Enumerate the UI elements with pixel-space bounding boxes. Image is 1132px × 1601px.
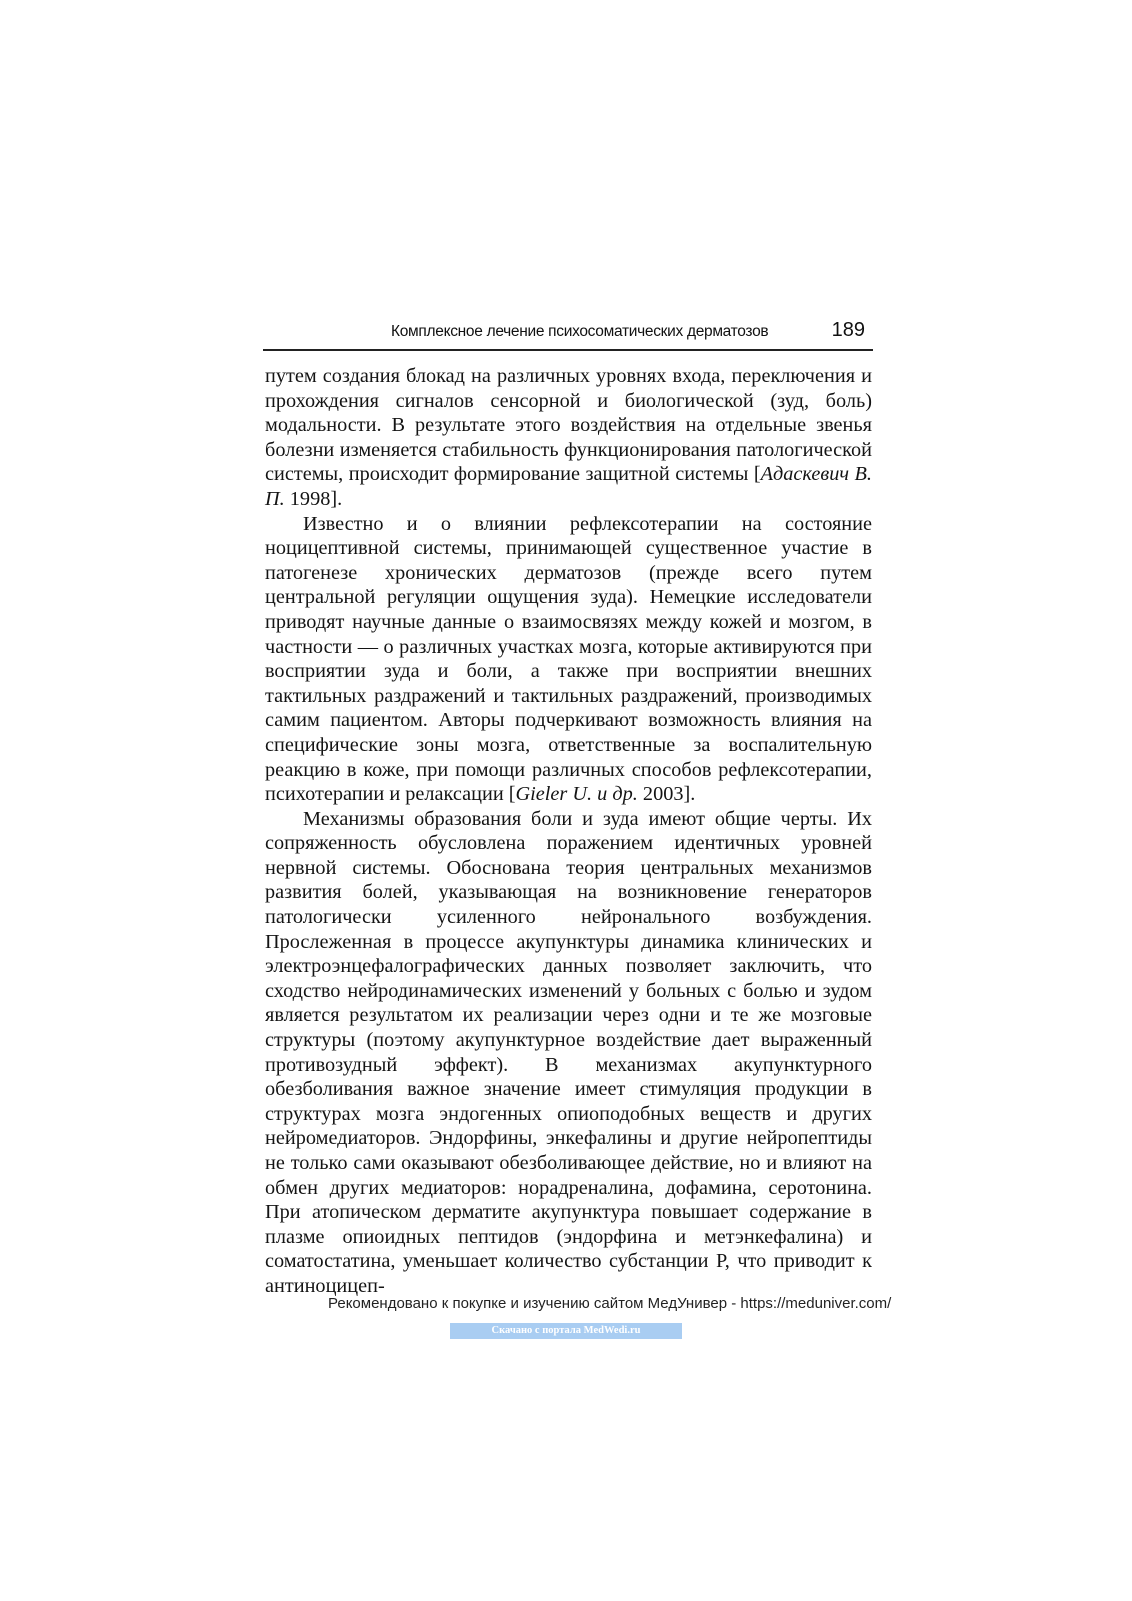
running-title: Комплексное лечение психосоматических дерматозов [391,323,769,340]
citation-year: 1998]. [284,487,343,510]
running-header [263,319,873,351]
citation: Gieler U. и др. [515,783,638,806]
paragraph-3 [265,807,872,1299]
paragraph-2 [265,512,872,807]
paragraph-text: Механизмы образования боли и зуда имеют общие черты. Их сопряженность обусловлена поражением идентичных уровней нервной системы. Обоснована теория центральных механизмов развития болей, указывающая на возникновение генераторов патологически усиленного нейронального возбуждения. Прослеженная в процессе акупунктуры динамика клинических и электроэнцефалографических данных позволяет заключить, что сходство нейродинамических изменений у больных с болью и зудом является результатом их реализации через одни и те же мозговые структуры (поэтому акупунктурное воздействие дает выраженный противозудный эффект). В механизмах акупунктурного обезболивания важное значение имеет стимуляция продукции в структурах мозга эндогенных опиоподобных веществ и других нейромедиаторов. Эндорфины, энкефалины и другие нейропептиды не только сами оказывают обезболивающее действие, но и влияют на обмен других медиаторов: норадреналина, дофамина, серотонина. При атопическом дерматите акупунктура повышает содержание в плазме опиоидных пептидов (эндорфина и метэнкефалина) и соматостатина, уменьшает количество субстанции Р, что приводит к антиноцицеп- [265,807,872,1297]
citation-year: 2003]. [637,783,696,806]
page-number: 189 [831,319,865,341]
body-text [265,364,872,1299]
download-banner[interactable]: Скачано с портала MedWedi.ru [450,1323,682,1339]
paragraph-text: Известно и о влиянии рефлексотерапии на состояние ноцицептивной системы, принимающей существенное участие в патогенезе хронических дерматозов (прежде всего путем центральной регуляции ощущения зуда). Немецкие исследователи приводят научные данные о взаимосвязях между кожей и мозгом, в частности — о различных участках мозга, которые активируются при восприятии зуда и боли, а также при восприятии внешних тактильных раздражений и тактильных раздражений, производимых самим пациентом. Авторы подчеркивают возможность влияния на специфические зоны мозга, ответственные за воспалительную реакцию в коже, при помощи различных способов рефлексотерапии, психотерапии и релаксации [ [265,512,872,806]
paragraph-1 [265,364,872,512]
recommendation-link[interactable]: Рекомендовано к покупке и изучению сайтом МедУнивер - https://meduniver.com/ [328,1295,892,1312]
paragraph-text: путем создания блокад на различных уровнях входа, переключения и прохождения сигналов сенсорной и биологической (зуд, боль) модальности. В результате этого воздействия на отдельные звенья болезни изменяется стабильность функционирования патологической системы, происходит формирование защитной системы [ [265,365,872,486]
citation: Адаскевич В. П. [265,463,872,510]
